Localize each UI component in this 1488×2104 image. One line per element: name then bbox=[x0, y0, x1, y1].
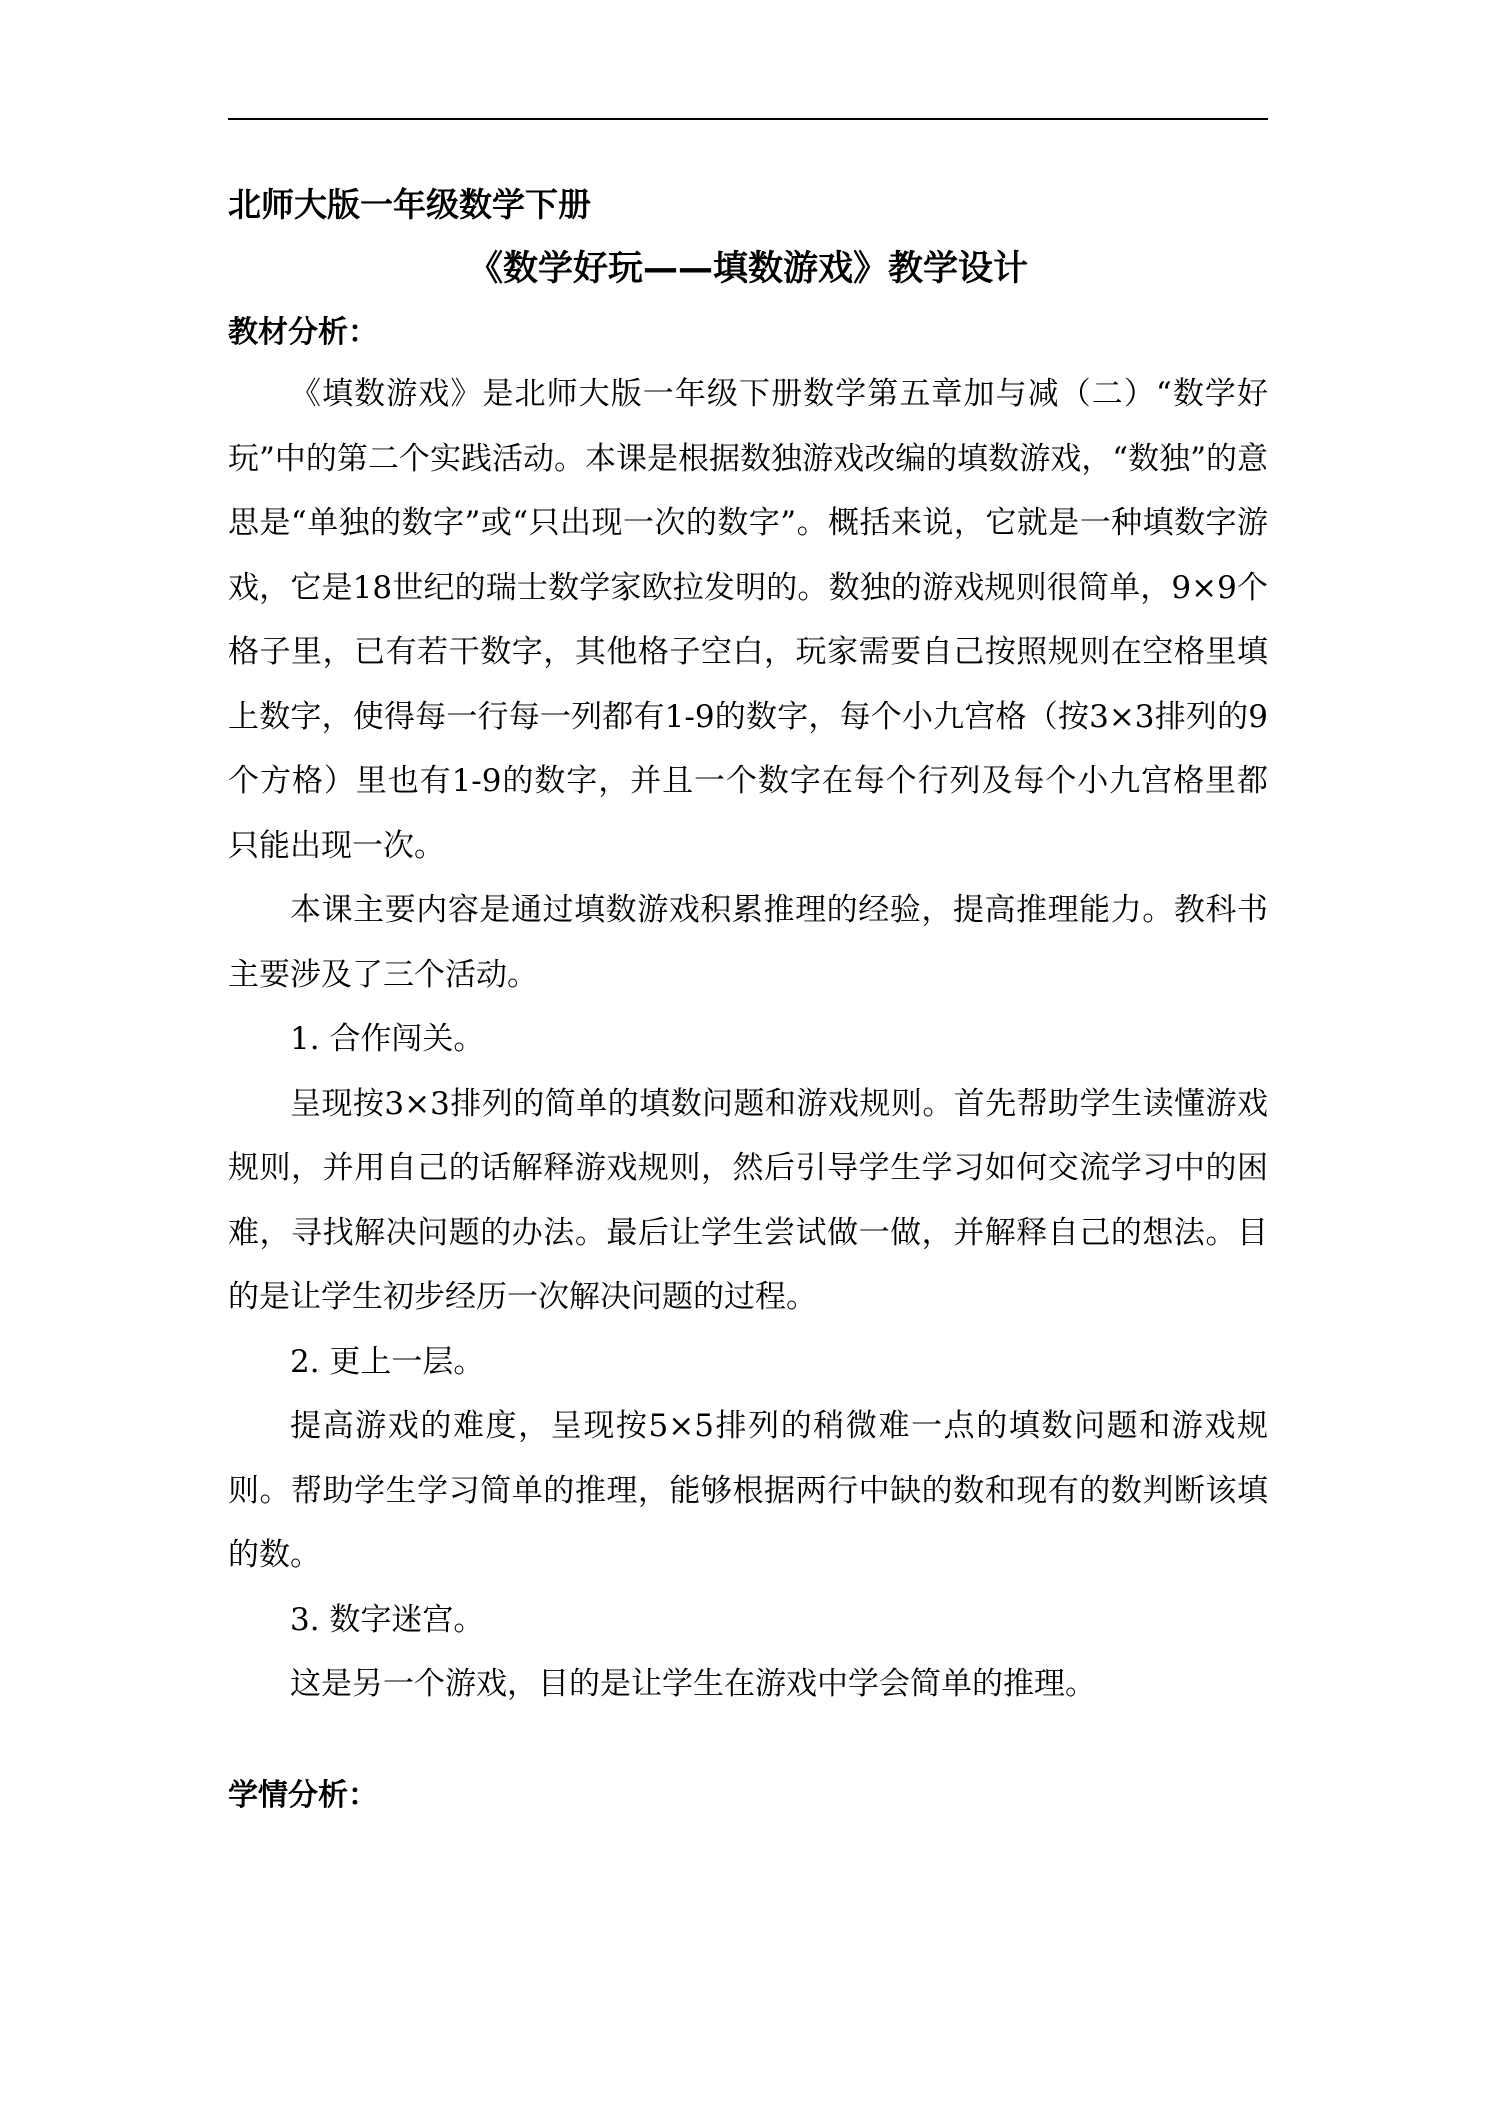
header-rule bbox=[228, 118, 1268, 120]
section-heading-materials: 教材分析： bbox=[228, 315, 378, 350]
paragraph-activity-2: 提高游戏的难度，呈现按5×5排列的稍微难一点的填数问题和游戏规则。帮助学生学习简单的推理，能够根据两行中缺的数和现有的数判断该填的数。 bbox=[228, 1408, 1268, 1573]
document-body bbox=[228, 180, 1268, 1821]
paragraph-activity-1: 呈现按3×3排列的简单的填数问题和游戏规则。首先帮助学生读懂游戏规则，并用自己的话解释游戏规则，然后引导学生学习如何交流学习中的困难，寻找解决问题的办法。最后让学生尝试做一做，并解释自己的想法。目的是让学生初步经历一次解决问题的过程。 bbox=[228, 1085, 1268, 1315]
list-item-activity-3: 3. 数字迷宫。 bbox=[290, 1601, 485, 1638]
list-item-activity-1: 1. 合作闯关。 bbox=[290, 1021, 485, 1057]
section-heading-students: 学情分析： bbox=[228, 1777, 378, 1813]
document-title-line1: 北师大版一年级数学下册 bbox=[228, 185, 591, 224]
paragraph-activity-3: 这是另一个游戏，目的是让学生在游戏中学会简单的推理。 bbox=[290, 1666, 1096, 1702]
paragraph-main-content: 本课主要内容是通过填数游戏积累推理的经验，提高推理能力。教科书主要涉及了三个活动。 bbox=[228, 892, 1268, 993]
paragraph-intro: 《填数游戏》是北师大版一年级下册数学第五章加与减（二）“数学好玩”中的第二个实践活动。本课是根据数独游戏改编的填数游戏，“数独”的意思是“单独的数字”或“只出现一次的数字”。概括来说，它就是一种填数字游戏，它是18世纪的瑞士数学家欧拉发明的。数独的游戏规则很简单，9×9个格子里，已有若干数字，其他格子空白，玩家需要自己按照规则在空格里填上数字，使得每一行每一列都有1-9的数字，每个小九宫格（按3×3排列的9个方格）里也有1-9的数字，并且一个数字在每个行列及每个小九宫格里都只能出现一次。 bbox=[228, 376, 1268, 864]
section-spacer bbox=[228, 1717, 1268, 1749]
document-title-line2: 《数学好玩——填数游戏》教学设计 bbox=[467, 249, 1028, 289]
list-item-activity-2: 2. 更上一层。 bbox=[290, 1343, 485, 1380]
